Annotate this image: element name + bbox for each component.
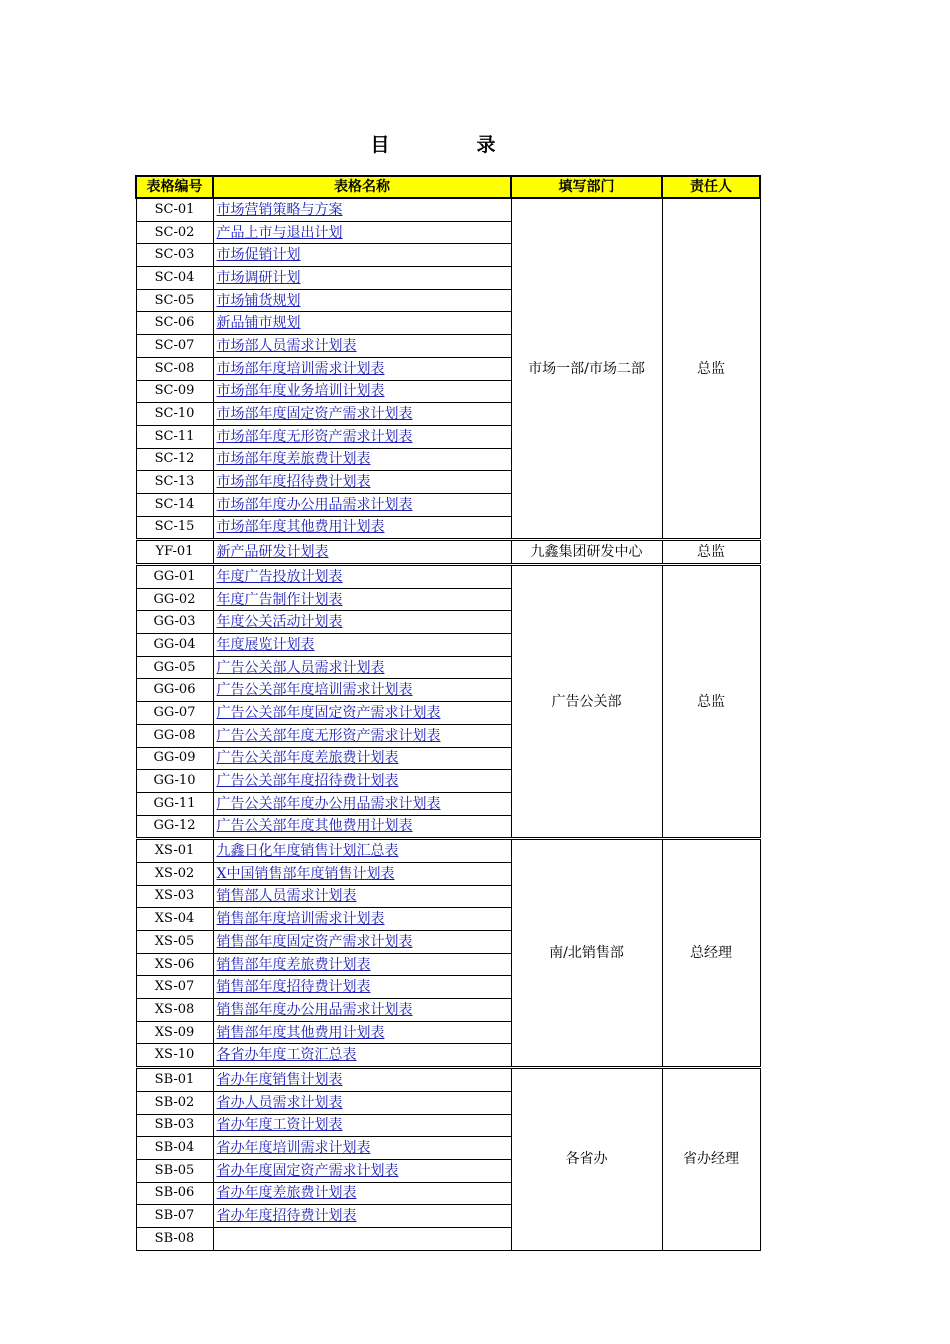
form-code: YF-01 [136,540,213,565]
form-name-cell [213,357,511,380]
form-name-link[interactable]: 销售部人员需求计划表 [216,888,357,905]
form-name-link[interactable]: 九鑫日化年度销售计划汇总表 [216,843,399,860]
page-title: 目 录 [370,134,530,156]
form-name-link[interactable]: 市场部年度固定资产需求计划表 [216,406,413,423]
form-name-link[interactable]: 市场部年度培训需求计划表 [216,360,385,377]
form-name-cell [213,839,511,863]
form-name-cell [213,471,511,494]
form-code: GG-06 [136,679,213,702]
form-name-cell [213,747,511,770]
form-name-link[interactable]: 产品上市与退出计划 [216,224,343,241]
form-name-link[interactable]: 年度展览计划表 [216,636,315,653]
form-code: XS-06 [136,953,213,976]
form-name-link[interactable]: 销售部年度培训需求计划表 [216,911,385,928]
form-name-link[interactable]: 市场部年度差旅费计划表 [216,451,371,468]
form-name-cell [213,1091,511,1114]
form-name-cell [213,908,511,931]
form-name-cell [213,1021,511,1044]
table-row [136,565,760,589]
form-name-link[interactable]: 销售部年度固定资产需求计划表 [216,933,413,950]
form-code: XS-02 [136,862,213,885]
table-row [136,1068,760,1092]
form-code: GG-05 [136,656,213,679]
form-code: XS-05 [136,931,213,954]
table-row [136,198,760,221]
department-cell: 市场一部/市场二部 [511,198,662,540]
form-code: XS-08 [136,999,213,1022]
form-name-cell [213,976,511,999]
form-code: SB-05 [136,1159,213,1182]
form-name-cell [213,1205,511,1228]
form-code: SC-11 [136,425,213,448]
form-name-cell [213,1182,511,1205]
form-name-link[interactable]: 省办年度工资计划表 [216,1117,343,1134]
form-code: SC-01 [136,198,213,221]
form-name-cell [213,1044,511,1068]
form-name-cell [213,403,511,426]
form-code: GG-01 [136,565,213,589]
form-name-link[interactable]: 年度广告制作计划表 [216,591,343,608]
form-code: SC-06 [136,312,213,335]
form-name-link[interactable]: 省办人员需求计划表 [216,1094,343,1111]
form-name-link[interactable]: 广告公关部人员需求计划表 [216,659,385,676]
form-name-cell [213,1159,511,1182]
form-name-cell [213,885,511,908]
form-name-link[interactable]: 广告公关部年度其他费用计划表 [216,818,413,835]
form-name-cell [213,679,511,702]
form-name-cell [213,221,511,244]
form-code: SC-13 [136,471,213,494]
department-cell: 广告公关部 [511,565,662,839]
form-code: XS-01 [136,839,213,863]
form-code: XS-07 [136,976,213,999]
form-name-cell [213,565,511,589]
form-name-cell [213,267,511,290]
form-name-link[interactable]: 省办年度销售计划表 [216,1071,343,1088]
form-code: SC-04 [136,267,213,290]
form-name-cell [213,1114,511,1137]
form-name-link[interactable]: 广告公关部年度无形资产需求计划表 [216,727,441,744]
form-name-link[interactable]: 省办年度培训需求计划表 [216,1140,371,1157]
form-name-cell [213,634,511,657]
form-code: XS-04 [136,908,213,931]
form-name-cell [213,724,511,747]
table-row [136,540,760,565]
form-name-link[interactable]: 省办年度招待费计划表 [216,1208,357,1225]
form-name-cell [213,1227,511,1250]
form-name-link[interactable]: 广告公关部年度招待费计划表 [216,773,399,790]
form-name-cell [213,335,511,358]
form-name-cell [213,999,511,1022]
form-name-link[interactable]: 市场部年度招待费计划表 [216,474,371,491]
form-code: SC-14 [136,493,213,516]
form-name-cell [213,815,511,839]
form-name-link[interactable]: 新产品研发计划表 [216,544,329,561]
form-code: SC-02 [136,221,213,244]
form-name-link[interactable]: X中国销售部年度销售计划表 [216,865,395,882]
form-name-cell [213,770,511,793]
form-name-link[interactable]: 市场部年度业务培训计划表 [216,383,385,400]
form-code: SB-03 [136,1114,213,1137]
form-name-cell [213,611,511,634]
form-name-cell [213,289,511,312]
form-code: SB-01 [136,1068,213,1092]
form-code: GG-09 [136,747,213,770]
form-name-link[interactable]: 市场部年度办公用品需求计划表 [216,496,413,513]
form-name-cell [213,198,511,221]
form-code: SC-09 [136,380,213,403]
header-department: 填写部门 [511,176,662,198]
form-name-link[interactable]: 市场部年度无形资产需求计划表 [216,428,413,445]
header-name: 表格名称 [213,176,511,198]
form-name-link[interactable]: 销售部年度办公用品需求计划表 [216,1001,413,1018]
form-code: GG-04 [136,634,213,657]
form-name-link[interactable]: 省办年度固定资产需求计划表 [216,1162,399,1179]
form-name-link[interactable]: 广告公关部年度差旅费计划表 [216,750,399,767]
form-name-cell [213,702,511,725]
form-name-link[interactable]: 市场调研计划 [216,269,301,286]
form-name-link[interactable]: 广告公关部年度办公用品需求计划表 [216,795,441,812]
header-code: 表格编号 [136,176,213,198]
form-code: SC-10 [136,403,213,426]
form-name-link[interactable]: 市场铺货规划 [216,292,301,309]
form-code: SB-04 [136,1137,213,1160]
form-name-cell [213,862,511,885]
form-name-cell [213,425,511,448]
form-name-link[interactable]: 年度广告投放计划表 [216,568,343,585]
form-name-cell [213,1137,511,1160]
responsible-cell: 省办经理 [662,1068,760,1251]
form-name-cell [213,931,511,954]
form-name-cell [213,588,511,611]
form-name-cell [213,516,511,540]
form-code: SB-02 [136,1091,213,1114]
form-name-link[interactable]: 广告公关部年度培训需求计划表 [216,682,413,699]
form-code: SC-15 [136,516,213,540]
department-cell: 九鑫集团研发中心 [511,540,662,565]
header-responsible: 责任人 [662,176,760,198]
form-name-cell [213,792,511,815]
table-row [136,839,760,863]
form-code: SC-05 [136,289,213,312]
header-row [136,176,760,198]
department-cell: 各省办 [511,1068,662,1251]
form-code: GG-03 [136,611,213,634]
form-code: SC-03 [136,244,213,267]
form-name-cell [213,493,511,516]
form-name-cell [213,312,511,335]
form-name-link[interactable]: 各省办年度工资汇总表 [216,1047,357,1064]
form-name-link[interactable]: 市场部年度其他费用计划表 [216,519,385,536]
form-name-cell [213,656,511,679]
form-code: GG-02 [136,588,213,611]
form-code: GG-11 [136,792,213,815]
form-name-cell [213,540,511,565]
form-code: SB-06 [136,1182,213,1205]
form-code: SB-07 [136,1205,213,1228]
form-name-link[interactable]: 年度公关活动计划表 [216,614,343,631]
responsible-cell: 总监 [662,198,760,540]
department-cell: 南/北销售部 [511,839,662,1068]
form-code: SB-08 [136,1227,213,1250]
form-code: GG-07 [136,702,213,725]
form-code: XS-10 [136,1044,213,1068]
form-name-link[interactable]: 市场促销计划 [216,247,301,264]
form-code: XS-03 [136,885,213,908]
form-name-link[interactable]: 新品铺市规划 [216,315,301,332]
responsible-cell: 总监 [662,565,760,839]
form-name-link[interactable]: 市场营销策略与方案 [216,201,343,218]
form-name-link[interactable]: 广告公关部年度固定资产需求计划表 [216,704,441,721]
catalog-sheet [135,175,763,1246]
form-name-link[interactable]: 销售部年度其他费用计划表 [216,1024,385,1041]
form-name-link[interactable]: 市场部人员需求计划表 [216,337,357,354]
responsible-cell: 总监 [662,540,760,565]
form-code: GG-10 [136,770,213,793]
form-code: XS-09 [136,1021,213,1044]
form-code: SC-07 [136,335,213,358]
form-name-link[interactable]: 销售部年度招待费计划表 [216,979,371,996]
form-name-cell [213,448,511,471]
form-name-link[interactable]: 省办年度差旅费计划表 [216,1185,357,1202]
form-code: GG-12 [136,815,213,839]
form-name-cell [213,953,511,976]
form-name-cell [213,244,511,267]
form-code: GG-08 [136,724,213,747]
catalog-table [135,175,761,1251]
form-name-cell [213,380,511,403]
form-code: SC-08 [136,357,213,380]
form-name-cell [213,1068,511,1092]
form-code: SC-12 [136,448,213,471]
responsible-cell: 总经理 [662,839,760,1068]
form-name-link[interactable]: 销售部年度差旅费计划表 [216,956,371,973]
